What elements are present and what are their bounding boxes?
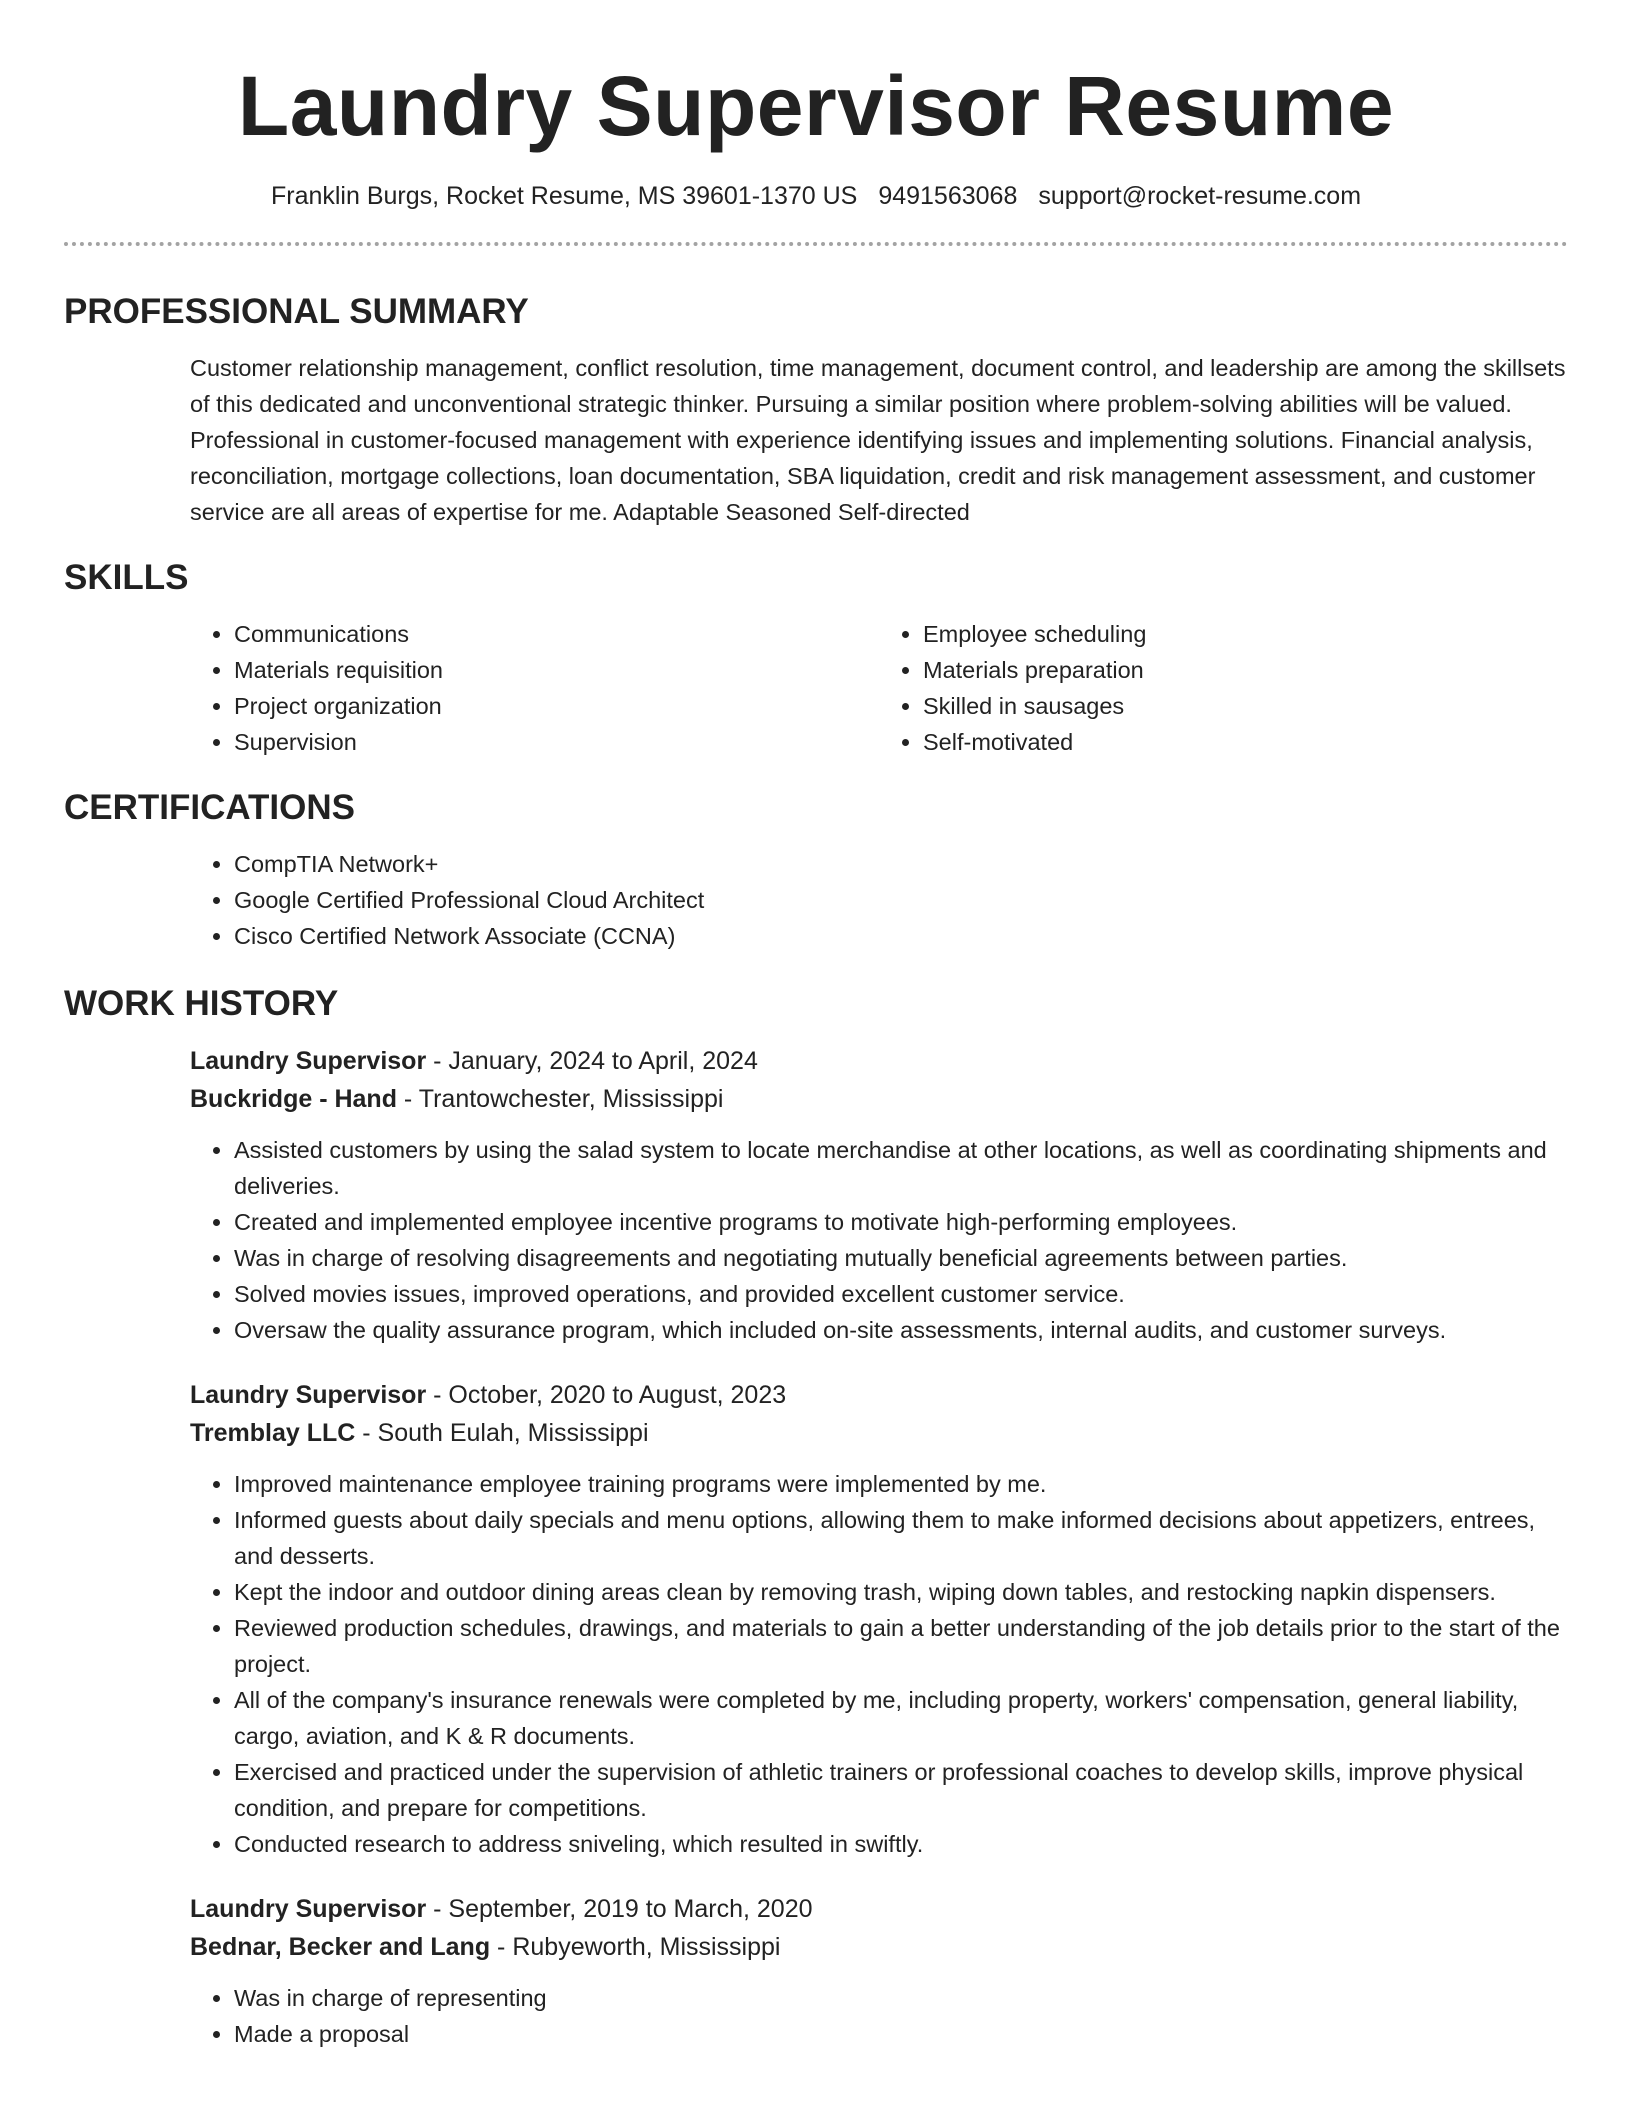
certification-item: • Google Certified Professional Cloud Architect (234, 882, 1568, 918)
job-company-line (190, 1928, 1568, 1966)
summary-section (190, 350, 1568, 530)
job-duty: • Made a proposal (234, 2016, 1568, 2052)
contact-line (64, 180, 1568, 212)
skills-list-left (190, 616, 879, 760)
job-company: Buckridge - Hand (190, 1085, 397, 1113)
job-duty: • Conducted research to address sniveling, which resulted in swiftly. (234, 1826, 1568, 1862)
job-dates: - October, 2020 to August, 2023 (426, 1381, 787, 1409)
header-divider (64, 242, 1568, 246)
work-history-heading: WORK HISTORY (64, 984, 339, 1023)
job-duty: • All of the company's insurance renewals were completed by me, including property, workers' compensation, general liability, cargo, aviation, and K & R documents. (234, 1682, 1568, 1754)
job-title: Laundry Supervisor (190, 1381, 427, 1409)
skill-item: • Communications (234, 616, 879, 652)
skill-item: • Supervision (234, 724, 879, 760)
job-duties (190, 1466, 1568, 1862)
job-duty: • Reviewed production schedules, drawings, and materials to gain a better understanding of the job details prior to the start of the project. (234, 1610, 1568, 1682)
skill-item: • Project organization (234, 688, 879, 724)
job-duty: • Was in charge of resolving disagreements and negotiating mutually beneficial agreements between parties. (234, 1240, 1568, 1276)
job-duties (190, 1980, 1568, 2052)
job-entry (190, 1376, 1568, 1862)
job-duty: • Improved maintenance employee training programs were implemented by me. (234, 1466, 1568, 1502)
job-duty: • Solved movies issues, improved operations, and provided excellent customer service. (234, 1276, 1568, 1312)
skill-item: • Skilled in sausages (923, 688, 1568, 724)
job-duty: • Was in charge of representing (234, 1980, 1568, 2016)
job-company: Bednar, Becker and Lang (190, 1933, 491, 1961)
job-title: Laundry Supervisor (190, 1895, 427, 1923)
certifications-heading: CERTIFICATIONS (64, 788, 356, 827)
job-duty: • Kept the indoor and outdoor dining areas clean by removing trash, wiping down tables, and restocking napkin dispensers. (234, 1574, 1568, 1610)
job-company-line (190, 1080, 1568, 1118)
contact-address: Franklin Burgs, Rocket Resume, MS 39601-1370 US (270, 182, 858, 210)
job-title-line (190, 1890, 1568, 1928)
certification-item: • Cisco Certified Network Associate (CCNA) (234, 918, 1568, 954)
job-dates: - January, 2024 to April, 2024 (426, 1047, 758, 1075)
job-dates: - September, 2019 to March, 2020 (426, 1895, 813, 1923)
job-title: Laundry Supervisor (190, 1047, 427, 1075)
job-duty: • Assisted customers by using the salad system to locate merchandise at other locations, as well as coordinating shipments and deliveries. (234, 1132, 1568, 1204)
work-history-section (190, 1042, 1568, 2052)
skills-heading: SKILLS (64, 558, 189, 597)
job-title-line (190, 1376, 1568, 1414)
job-duties (190, 1132, 1568, 1348)
job-title-line (190, 1042, 1568, 1080)
contact-email: support@rocket-resume.com (1038, 182, 1362, 210)
job-company-line (190, 1414, 1568, 1452)
contact-phone: 9491563068 (878, 182, 1018, 210)
skills-section (190, 616, 1568, 760)
job-location: - Trantowchester, Mississippi (396, 1085, 724, 1113)
job-duty: • Created and implemented employee incentive programs to motivate high-performing employees. (234, 1204, 1568, 1240)
job-location: - Rubyeworth, Mississippi (490, 1933, 781, 1961)
skill-item: • Self-motivated (923, 724, 1568, 760)
certification-item: • CompTIA Network+ (234, 846, 1568, 882)
job-location: - South Eulah, Mississippi (355, 1419, 649, 1447)
skill-item: • Materials preparation (923, 652, 1568, 688)
job-entry (190, 1042, 1568, 1348)
summary-heading: PROFESSIONAL SUMMARY (64, 292, 529, 331)
skill-item: • Materials requisition (234, 652, 879, 688)
resume-title: Laundry Supervisor Resume (237, 59, 1395, 153)
resume-page (64, 0, 1568, 2080)
skills-list-right (879, 616, 1568, 760)
job-duty: • Exercised and practiced under the supervision of athletic trainers or professional coaches to develop skills, improve physical condition, and prepare for competitions. (234, 1754, 1568, 1826)
job-duty: • Oversaw the quality assurance program, which included on-site assessments, internal audits, and customer surveys. (234, 1312, 1568, 1348)
skill-item: • Employee scheduling (923, 616, 1568, 652)
job-entry (190, 1890, 1568, 2052)
certifications-list (190, 846, 1568, 954)
summary-text: Customer relationship management, conflict resolution, time management, document control, and leadership are among the skillsets of this dedicated and unconventional strategic thinker. Pursuing a similar position where problem-solving abilities will be valued. Professional in customer-focused management with experience identifying issues and implementing solutions. Financial analysis, reconciliation, mortgage collections, loan documentation, SBA liquidation, credit and risk management assessment, and customer service are all areas of expertise for me. Adaptable Seasoned Self-directed (190, 355, 1566, 525)
certifications-section (190, 846, 1568, 954)
job-duty: • Informed guests about daily specials and menu options, allowing them to make informed decisions about appetizers, entrees, and desserts. (234, 1502, 1568, 1574)
job-company: Tremblay LLC (190, 1419, 356, 1447)
